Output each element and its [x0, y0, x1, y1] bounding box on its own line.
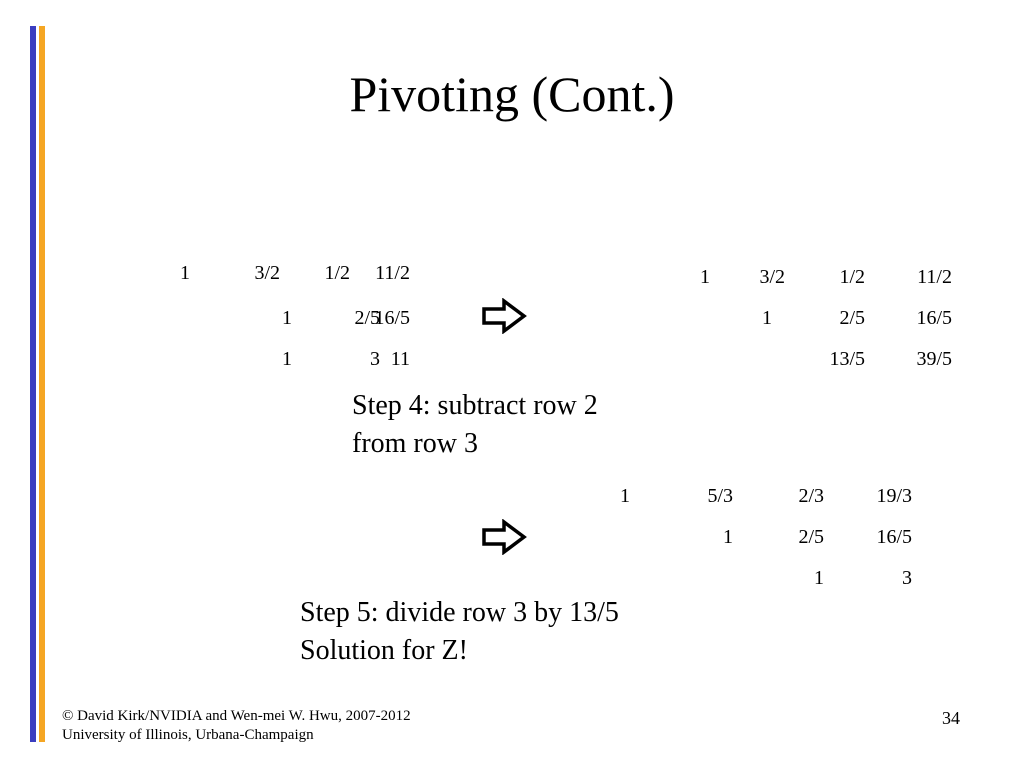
matrix-cell: 2/3 — [798, 485, 824, 507]
matrix-cell: 2/5 — [354, 307, 380, 329]
matrix-after-step4 — [640, 264, 960, 384]
matrix-row — [600, 483, 920, 509]
matrix-row — [80, 260, 410, 286]
matrix-cell: 16/5 — [876, 526, 912, 548]
matrix-cell: 11 — [390, 348, 410, 370]
matrix-row — [80, 346, 410, 372]
right-arrow-icon — [480, 519, 528, 560]
step4-line1: Step 4: subtract row 2 — [352, 390, 598, 421]
matrix-row — [640, 346, 960, 372]
accent-bar-blue — [30, 26, 36, 742]
matrix-cell: 2/5 — [798, 526, 824, 548]
matrix-cell: 11/2 — [375, 262, 410, 284]
matrix-row — [640, 305, 960, 331]
matrix-cell: 1/2 — [839, 266, 865, 288]
matrix-cell: 1 — [282, 307, 292, 329]
step4-line2: from row 3 — [352, 428, 478, 459]
matrix-after-step5 — [600, 483, 920, 603]
footer-copyright — [62, 707, 411, 745]
matrix-cell: 39/5 — [916, 348, 952, 370]
matrix-cell: 16/5 — [374, 307, 410, 329]
matrix-initial — [80, 260, 410, 380]
step4-caption — [352, 387, 598, 463]
footer-line1: © David Kirk/NVIDIA and Wen-mei W. Hwu, 2007-2012 — [62, 708, 411, 724]
matrix-row — [640, 264, 960, 290]
matrix-cell: 1 — [620, 485, 630, 507]
matrix-cell: 11/2 — [917, 266, 952, 288]
matrix-cell: 3 — [370, 348, 380, 370]
step5-line2: Solution for Z! — [300, 635, 468, 666]
matrix-cell: 1/2 — [324, 262, 350, 284]
matrix-cell: 2/5 — [839, 307, 865, 329]
matrix-cell: 1 — [762, 307, 772, 329]
accent-bar-orange — [39, 26, 45, 742]
matrix-row — [600, 565, 920, 591]
page-number: 34 — [942, 708, 960, 728]
footer-line2: University of Illinois, Urbana-Champaign — [62, 727, 314, 743]
matrix-cell: 13/5 — [829, 348, 865, 370]
matrix-cell: 1 — [723, 526, 733, 548]
matrix-cell: 3 — [902, 567, 912, 589]
matrix-cell: 3/2 — [254, 262, 280, 284]
matrix-cell: 3/2 — [759, 266, 785, 288]
step5-caption — [300, 594, 619, 670]
matrix-cell: 1 — [180, 262, 190, 284]
matrix-cell: 5/3 — [707, 485, 733, 507]
step5-line1: Step 5: divide row 3 by 13/5 — [300, 597, 619, 628]
matrix-cell: 1 — [700, 266, 710, 288]
matrix-cell: 1 — [282, 348, 292, 370]
slide-title: Pivoting (Cont.) — [349, 66, 675, 122]
matrix-row — [80, 305, 410, 331]
matrix-cell: 1 — [814, 567, 824, 589]
matrix-cell: 16/5 — [916, 307, 952, 329]
right-arrow-icon — [480, 298, 528, 339]
matrix-row — [600, 524, 920, 550]
matrix-cell: 19/3 — [876, 485, 912, 507]
